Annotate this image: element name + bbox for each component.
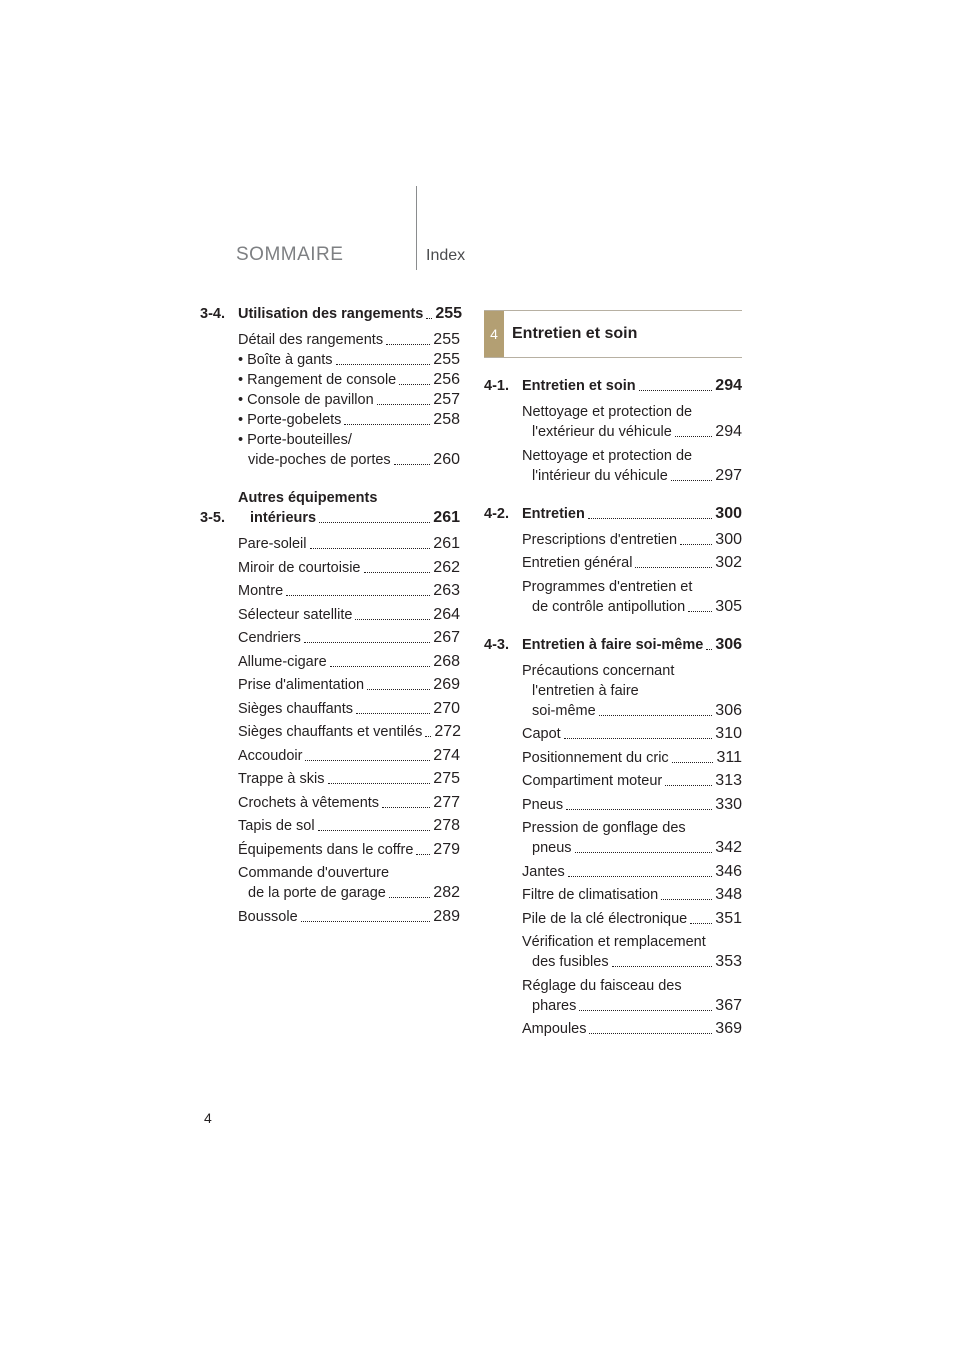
toc-section [200,304,463,470]
entry-line [522,996,742,1016]
entry-page-number: 278 [433,817,460,834]
entry-line [238,605,460,625]
dot-leader [399,384,430,385]
toc-entry[interactable] [238,816,460,836]
header-divider [416,186,417,270]
entry-line [238,746,460,766]
section-title-text: Entretien et soin [522,378,636,394]
entry-page-number: 346 [715,862,742,880]
entry-text: de la porte de garage [248,885,386,901]
toc-entry[interactable] [238,793,460,813]
entry-text: • Rangement de console [238,372,397,388]
entry-page-number: 342 [715,839,742,856]
toc-entry[interactable] [238,581,460,601]
toc-right-column [484,310,742,1057]
dot-leader [588,518,712,519]
entry-line [238,330,460,350]
entry-line [238,907,460,927]
entry-text: Sièges chauffants et ventilés [238,724,423,740]
entry-line [522,771,742,791]
entry-page-number: 289 [433,907,460,925]
entry-line [522,909,742,929]
dot-leader [367,689,430,690]
dot-leader [355,619,430,620]
entry-line [522,795,742,815]
toc-section [200,488,460,927]
entry-text: Sièges chauffants [238,700,354,717]
entry-page-number: 330 [715,795,742,813]
toc-entry[interactable] [238,330,460,350]
entry-line [522,466,742,486]
entry-page-number: 267 [433,629,460,646]
entry-line [522,446,742,466]
section-heading[interactable] [484,504,742,524]
page-number: 4 [204,1110,212,1126]
dot-leader [319,522,430,523]
toc-section [484,376,742,486]
entry-text: Jantes [522,863,565,880]
section-title-text: Utilisation des rangements [238,306,424,322]
entry-page-number: 279 [433,840,460,858]
entry-page-number: 258 [433,411,460,428]
section-title [522,376,742,396]
toc-entry[interactable] [522,862,742,882]
section-title [238,488,460,528]
entry-line [522,885,742,905]
toc-entry[interactable] [238,769,460,789]
sommaire-link[interactable]: SOMMAIRE [236,244,344,265]
entry-text: phares [532,997,577,1014]
toc-entry[interactable] [238,370,460,390]
entry-page-number: 257 [433,391,460,408]
entry-text: Miroir de courtoisie [238,559,361,576]
toc-entry[interactable] [238,722,460,742]
entry-line [238,390,460,410]
toc-entry[interactable] [238,746,460,766]
section-title-line [238,508,460,528]
toc-entry[interactable] [238,605,460,625]
entry-page-number: 297 [715,466,742,484]
entry-page-number: 311 [716,748,742,766]
entry-line [238,883,460,903]
entry-list [484,402,742,486]
dot-leader [568,876,713,877]
entry-text: Ampoules [522,1021,587,1037]
toc-entry[interactable] [522,402,742,442]
entry-text: Allume-cigare [238,653,327,670]
entry-line [238,410,460,430]
dot-leader [330,666,431,667]
toc-entry[interactable] [522,724,742,744]
toc-entry[interactable] [522,530,742,550]
toc-entry[interactable] [522,661,742,721]
entry-text: Cendriers [238,630,301,646]
section-title-line [238,488,460,508]
entry-text: Nettoyage et protection de [522,404,693,420]
entry-page-number: 274 [433,746,460,764]
section-number: 3-5. [200,510,225,526]
toc-entry[interactable] [522,818,742,858]
entry-text: Boussole [238,908,298,925]
dot-leader [305,760,430,761]
section-title-text: Autres équipements [238,490,378,506]
entry-text: Accoudoir [238,747,303,764]
entry-line [522,862,742,882]
entry-list [484,661,742,1040]
entry-list [200,534,460,927]
entry-line [238,370,460,390]
entry-text: Commande d'ouverture [238,865,390,881]
entry-text: Vérification et remplacement [522,934,706,950]
entry-text: Pare-soleil [238,536,307,552]
dot-leader [286,595,430,596]
entry-text: Capot [522,726,561,742]
entry-page-number: 282 [433,884,460,901]
section-title [522,635,742,655]
toc-entry[interactable] [238,410,460,430]
entry-text: Trappe à skis [238,771,325,787]
toc-entry[interactable] [522,446,742,486]
entry-text: Tapis de sol [238,818,315,834]
entry-line [238,863,460,883]
entry-text: Précautions concernant [522,662,675,679]
entry-text: • Boîte à gants [238,352,333,368]
dot-leader [680,544,712,545]
entry-text: Pile de la clé électronique [522,910,688,927]
entry-page-number: 369 [715,1020,742,1037]
section-title-line [522,376,742,396]
dot-leader [377,404,431,405]
dot-leader [426,318,432,319]
dot-leader [672,762,714,763]
entry-line [522,530,742,550]
entry-line [522,553,742,573]
entry-line [522,681,742,701]
entry-line [522,838,742,858]
entry-text: Nettoyage et protection de [522,447,693,464]
toc-entry[interactable] [522,932,742,972]
entry-text: Filtre de climatisation [522,887,659,903]
toc-entry[interactable] [522,771,742,791]
entry-text: Pression de gonflage des [522,820,686,836]
entry-line [238,816,460,836]
entry-page-number: 367 [715,996,742,1014]
entry-line [522,976,742,996]
toc-entry[interactable] [238,652,460,672]
dot-leader [382,807,430,808]
entry-text: Détail des rangements [238,332,384,348]
entry-line [238,769,460,789]
toc-right-sections [484,376,742,1039]
section-page-number: 261 [433,509,460,526]
entry-page-number: 256 [433,371,460,388]
entry-line [238,534,460,554]
entry-line [238,675,460,695]
section-title-line [522,635,742,655]
entry-line [522,952,742,972]
dot-leader [675,436,713,437]
entry-line [522,748,742,768]
entry-page-number: 277 [433,793,460,811]
entry-line [522,818,742,838]
entry-text: Sélecteur satellite [238,606,353,623]
entry-text: Compartiment moteur [522,773,663,789]
entry-text: Prise d'alimentation [238,677,365,693]
section-heading[interactable] [484,376,742,396]
dot-leader [301,921,431,922]
dot-leader [639,390,713,391]
toc-entry[interactable] [238,675,460,695]
toc-entry[interactable] [238,907,460,927]
dot-leader [671,480,713,481]
entry-line [522,422,742,442]
toc-section [484,504,742,617]
entry-text: vide-poches de portes [248,452,391,468]
toc-entry[interactable] [238,390,460,410]
entry-text: l'entretien à faire [532,682,639,699]
toc-entry[interactable] [522,1019,742,1039]
dot-leader [416,854,430,855]
toc-section [484,635,742,1040]
entry-line [238,350,460,370]
section-page-number: 294 [715,377,742,394]
entry-page-number: 305 [715,597,742,615]
entry-line [238,793,460,813]
toc-entry[interactable] [238,699,460,719]
entry-text: Montre [238,583,284,599]
entry-line [238,699,460,719]
toc-entry[interactable] [238,430,460,470]
section-number: 4-2. [484,505,509,522]
entry-line [522,724,742,744]
section-title-text: Entretien [522,505,585,522]
entry-page-number: 300 [715,530,742,548]
dot-leader [706,649,712,650]
section-page-number: 300 [715,504,742,522]
entry-line [238,652,460,672]
entry-page-number: 261 [433,535,460,552]
entry-text: • Porte-bouteilles/ [238,432,352,448]
toc-entry[interactable] [522,553,742,573]
entry-page-number: 263 [433,582,460,599]
entry-page-number: 302 [715,554,742,571]
section-title [522,504,742,524]
section-number: 4-1. [484,378,509,394]
entry-list [200,330,460,470]
entry-text: Positionnement du cric [522,749,669,766]
chapter-title: Entretien et soin [512,325,638,342]
toc-entry[interactable] [238,628,460,648]
section-page-number: 306 [715,635,743,653]
entry-text: Équipements dans le coffre [238,841,414,858]
entry-text: Entretien général [522,555,633,571]
dot-leader [665,785,712,786]
entry-line [238,581,460,601]
dot-leader [575,852,713,853]
dot-leader [356,713,430,714]
entry-page-number: 272 [434,723,462,740]
entry-text: des fusibles [532,954,609,970]
dot-leader [425,736,431,737]
entry-page-number: 262 [433,558,460,576]
section-heading[interactable] [484,635,742,655]
entry-page-number: 294 [715,423,742,440]
toc-entry[interactable] [522,748,742,768]
entry-text: soi-même [532,702,596,719]
toc-entry[interactable] [238,863,460,903]
entry-page-number: 310 [715,725,742,742]
toc-entry[interactable] [238,534,460,554]
entry-page-number: 306 [715,701,742,719]
toc-entry[interactable] [522,577,742,617]
dot-leader [386,344,430,345]
entry-line [522,701,742,721]
dot-leader [579,1010,712,1011]
entry-page-number: 260 [433,451,460,468]
entry-text: Programmes d'entretien et [522,578,693,595]
section-title-text: intérieurs [250,510,317,526]
dot-leader [599,715,713,716]
section-number: 3-4. [200,306,225,322]
dot-leader [661,899,712,900]
section-page-number: 255 [435,305,463,322]
entry-text: • Porte-gobelets [238,412,342,428]
dot-leader [310,548,431,549]
entry-page-number: 351 [715,909,742,927]
section-title [238,304,462,324]
section-title-text: Entretien à faire soi-même [522,636,704,653]
toc-entry[interactable] [522,885,742,905]
toc-entry[interactable] [238,350,460,370]
entry-line [238,722,460,742]
section-heading[interactable] [200,488,460,528]
entry-line [238,840,460,860]
entry-text: l'extérieur du véhicule [532,424,672,440]
entry-line [522,932,742,952]
toc-entry[interactable] [522,976,742,1016]
entry-page-number: 270 [433,699,460,717]
entry-line [238,558,460,578]
dot-leader [566,809,712,810]
entry-text: Prescriptions d'entretien [522,531,678,548]
section-heading[interactable] [200,304,463,324]
entry-line [522,597,742,617]
entry-line [238,450,460,470]
section-title-line [238,304,462,324]
entry-text: pneus [532,840,572,856]
entry-page-number: 353 [715,953,742,970]
entry-page-number: 255 [433,331,460,348]
dot-leader [318,830,431,831]
dot-leader [688,611,712,612]
dot-leader [564,738,713,739]
dot-leader [364,572,431,573]
entry-line [238,430,460,450]
dot-leader [304,642,430,643]
entry-line [238,628,460,648]
entry-text: Crochets à vêtements [238,794,380,811]
entry-text: Réglage du faisceau des [522,977,682,994]
entry-page-number: 275 [433,770,460,787]
entry-page-number: 264 [433,605,460,623]
dot-leader [394,464,431,465]
dot-leader [328,783,431,784]
entry-text: • Console de pavillon [238,392,374,408]
entry-list [484,530,742,617]
dot-leader [389,897,430,898]
dot-leader [635,567,712,568]
chapter-number-tab: 4 [484,311,504,357]
entry-page-number: 348 [715,886,742,903]
entry-text: Pneus [522,796,564,813]
entry-text: de contrôle antipollution [532,598,686,615]
section-number: 4-3. [484,636,509,653]
toc-entry[interactable] [522,909,742,929]
entry-page-number: 255 [433,351,460,368]
toc-entry[interactable] [238,558,460,578]
entry-line [522,402,742,422]
entry-line [522,1019,742,1039]
section-title-line [522,504,742,524]
toc-entry[interactable] [522,795,742,815]
index-link[interactable]: Index [426,247,466,264]
toc-entry[interactable] [238,840,460,860]
dot-leader [336,364,431,365]
entry-page-number: 269 [433,676,460,693]
entry-line [522,661,742,681]
chapter-banner[interactable] [484,310,742,358]
dot-leader [690,923,712,924]
dot-leader [344,424,430,425]
entry-page-number: 313 [715,772,742,789]
entry-page-number: 268 [433,652,460,670]
dot-leader [589,1033,712,1034]
entry-text: l'intérieur du véhicule [532,467,668,484]
entry-line [522,577,742,597]
dot-leader [612,966,713,967]
toc-left-column [200,304,463,945]
